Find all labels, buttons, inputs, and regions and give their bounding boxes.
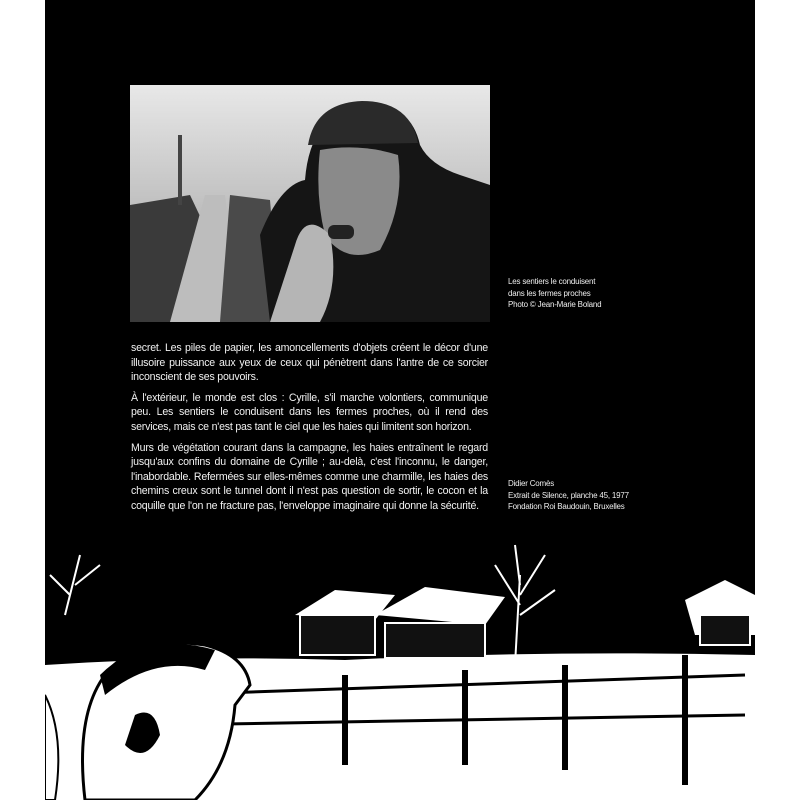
paragraph: À l'extérieur, le monde est clos : Cyrille, s'il marche volontiers, communique peu. Les sentiers le conduisent dans les fermes proches, où il rend des services, mais ce n'est pas tant le ciel que les haies qui limitent son horizon.	[131, 391, 488, 433]
illustration-author: Didier Comès	[508, 479, 555, 488]
photo-credit: Photo © Jean-Marie Boland	[508, 300, 602, 309]
paragraph: secret. Les piles de papier, les amoncellements d'objets créent le décor d'une illusoire puissance aux yeux de ceux qui pénètrent dans l'antre de ce sorcier inconscient de ses pouvoirs.	[131, 342, 488, 384]
photo-man-with-pipe	[130, 85, 490, 322]
photo-caption-line: Les sentiers le conduisent	[508, 277, 596, 286]
paragraph: Murs de végétation courant dans la campagne, les haies entraînent le regard jusqu'aux confins du domaine de Cyrille ; au-delà, c'est l'inconnu, le danger, l'inabordable. Refermées sur elles-mêmes comme une charmille, les haies des chemins creux sont le tunnel dont il n'est pas question de sortir, le cocon et la coquille que l'on ne fracture pas, l'enveloppe imaginaire qui donne la sécurité.	[131, 441, 488, 512]
photo-caption	[508, 276, 601, 311]
illustration-source: Extrait de Silence, planche 45, 1977	[508, 490, 629, 500]
illustration-caption	[508, 478, 629, 513]
photo-caption-line: dans les fermes proches	[508, 288, 591, 298]
illustration-owner: Fondation Roi Baudouin, Bruxelles	[508, 502, 625, 511]
comic-illustration	[45, 535, 755, 800]
body-text	[131, 341, 488, 520]
